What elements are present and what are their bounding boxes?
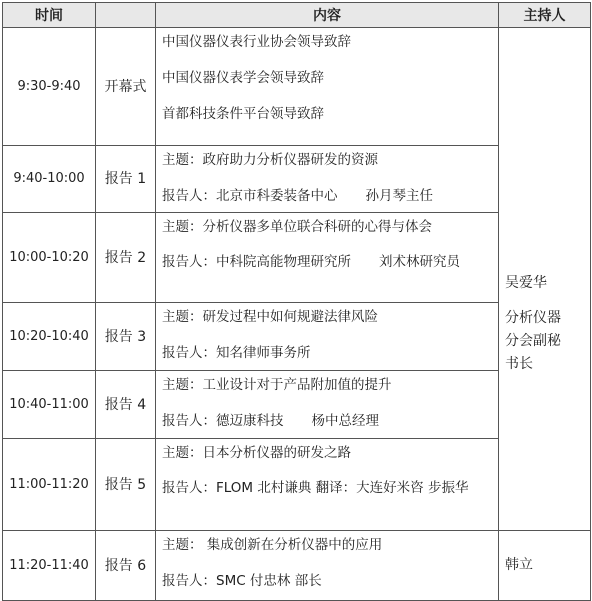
speaker-line: 报告人：中科院高能物理研究所 刘术林研究员 — [162, 254, 460, 270]
host-name: 吴爱华 — [505, 275, 547, 291]
topic-line: 主题：工业设计对于产品附加值的提升 — [162, 377, 392, 393]
content-cell — [156, 531, 499, 601]
content-cell — [156, 439, 499, 531]
session-type-cell: 报告 3 — [96, 303, 156, 371]
time-cell: 9:40-10:00 — [3, 146, 96, 213]
topic-line: 主题：日本分析仪器的研发之路 — [162, 445, 351, 461]
header-kind — [96, 3, 156, 28]
session-type-cell: 开幕式 — [96, 28, 156, 146]
topic-line: 主题：研发过程中如何规避法律风险 — [162, 309, 378, 325]
time-cell: 9:30-9:40 — [3, 28, 96, 146]
speaker-line: 报告人：知名律师事务所 — [162, 345, 311, 361]
content-cell — [156, 146, 499, 213]
content-cell — [156, 371, 499, 439]
speaker-line: 报告人：FLOM 北村谦典 翻译：大连好米咨 步振华 — [162, 480, 469, 496]
time-cell: 11:00-11:20 — [3, 439, 96, 531]
host-title: 分析仪器分会副秘书长 — [505, 310, 561, 372]
time-cell: 10:40-11:00 — [3, 371, 96, 439]
table-row — [3, 531, 591, 601]
content-line: 首都科技条件平台领导致辞 — [162, 106, 324, 122]
agenda-table — [2, 2, 591, 601]
host-cell — [499, 28, 591, 531]
table-row — [3, 28, 591, 146]
content-line: 中国仪器仪表行业协会领导致辞 — [162, 34, 351, 50]
content-line: 中国仪器仪表学会领导致辞 — [162, 70, 324, 86]
session-type-cell: 报告 4 — [96, 371, 156, 439]
time-cell: 10:20-10:40 — [3, 303, 96, 371]
time-cell: 10:00-10:20 — [3, 213, 96, 303]
topic-line: 主题：分析仪器多单位联合科研的心得与体会 — [162, 219, 432, 235]
session-type-cell: 报告 1 — [96, 146, 156, 213]
content-cell — [156, 213, 499, 303]
host-name: 韩立 — [505, 557, 533, 573]
header-host: 主持人 — [499, 3, 591, 28]
session-type-cell: 报告 5 — [96, 439, 156, 531]
host-cell — [499, 531, 591, 601]
session-type-cell: 报告 6 — [96, 531, 156, 601]
header-row — [3, 3, 591, 28]
speaker-line: 报告人：德迈康科技 杨中总经理 — [162, 413, 379, 429]
topic-line: 主题： 集成创新在分析仪器中的应用 — [162, 537, 383, 553]
topic-line: 主题：政府助力分析仪器研发的资源 — [162, 152, 378, 168]
speaker-line: 报告人：SMC 付忠林 部长 — [162, 573, 322, 589]
content-cell — [156, 28, 499, 146]
time-cell: 11:20-11:40 — [3, 531, 96, 601]
header-content: 内容 — [156, 3, 499, 28]
header-time: 时间 — [3, 3, 96, 28]
speaker-line: 报告人：北京市科委装备中心 孙月琴主任 — [162, 188, 433, 204]
content-cell — [156, 303, 499, 371]
session-type-cell: 报告 2 — [96, 213, 156, 303]
